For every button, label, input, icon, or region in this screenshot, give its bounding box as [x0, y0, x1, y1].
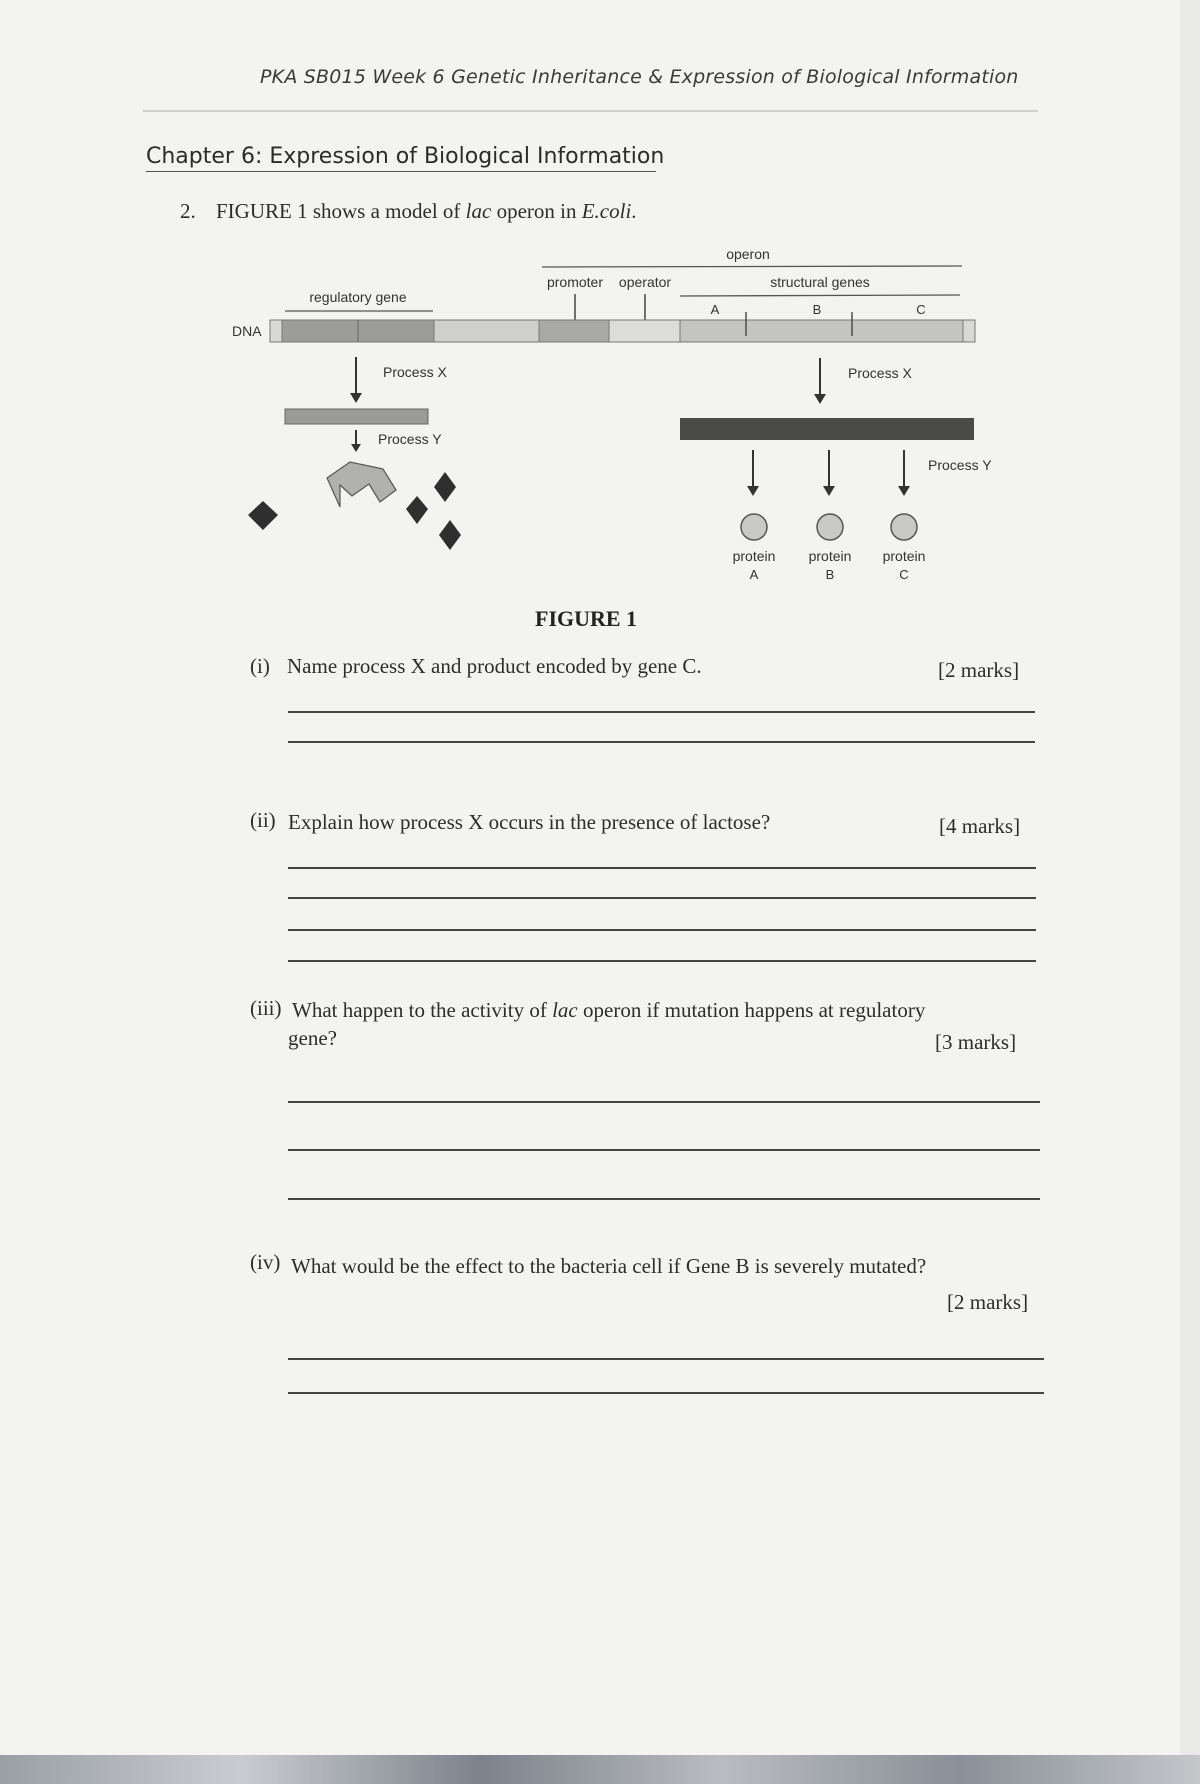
- label-gene-b: B: [812, 302, 822, 317]
- label-protein-b-letter: B: [825, 567, 835, 582]
- lactose-molecule-2: [406, 496, 428, 524]
- label-protein-c-word: protein: [882, 548, 926, 564]
- lactose-molecule-1: [248, 501, 278, 530]
- figure-caption: FIGURE 1: [535, 606, 638, 631]
- repressor-protein: [327, 462, 396, 507]
- question-iii-text-2: operon if mutation happens at regulatory: [577, 998, 926, 1022]
- intro-text-3: .: [631, 199, 637, 223]
- polycistronic-mrna: [680, 418, 974, 440]
- question-iv-text: What would be the effect to the bacteria cell if Gene B is severely mutated?: [291, 1254, 927, 1278]
- intro-text-2: operon in: [491, 199, 582, 223]
- question-iii-text-1: What happen to the activity of: [292, 998, 553, 1022]
- label-protein-b-word: protein: [808, 548, 852, 564]
- process-y-arrow-b-head: [823, 486, 835, 496]
- process-y-left-arrowhead: [351, 444, 361, 452]
- question-ii-label: (ii): [250, 808, 276, 832]
- regulatory-mrna: [285, 409, 428, 424]
- question-ii-marks: [4 marks]: [939, 814, 1021, 838]
- process-x-right-arrowhead: [814, 394, 826, 404]
- label-operon: operon: [726, 246, 770, 262]
- label-operator: operator: [618, 274, 672, 290]
- structural-genes-bracket: [680, 295, 960, 296]
- question-iii-marks: [3 marks]: [935, 1030, 1017, 1054]
- answer-line[interactable]: [288, 1101, 1040, 1103]
- process-y-arrow-c-head: [898, 486, 910, 496]
- label-structural-genes: structural genes: [770, 274, 870, 290]
- answer-line[interactable]: [288, 960, 1036, 962]
- question-i-marks: [2 marks]: [938, 658, 1020, 682]
- question-ii-text: Explain how process X occurs in the presence of lactose?: [288, 810, 771, 834]
- question-i-text: Name process X and product encoded by gene C.: [287, 654, 702, 678]
- answer-line[interactable]: [288, 929, 1036, 931]
- answer-line[interactable]: [288, 741, 1035, 743]
- dna-left-end: [270, 320, 282, 342]
- answer-line[interactable]: [288, 867, 1036, 869]
- label-protein-a-letter: A: [749, 567, 759, 582]
- answer-line[interactable]: [288, 711, 1035, 713]
- answer-line[interactable]: [288, 1358, 1044, 1360]
- lactose-molecule-3: [434, 472, 456, 502]
- structural-genes-segment: [680, 320, 963, 342]
- dna-right-end: [963, 320, 975, 342]
- question-iv-marks: [2 marks]: [947, 1290, 1029, 1314]
- chapter-title: Chapter 6: Expression of Biological Information: [146, 144, 665, 169]
- operon-bracket: [542, 266, 962, 267]
- intro-italic-lac: lac: [465, 199, 492, 223]
- label-protein-a-word: protein: [732, 548, 776, 564]
- answer-line[interactable]: [288, 897, 1036, 899]
- label-process-x-right: Process X: [848, 365, 912, 381]
- question-iii-text: [292, 998, 925, 1023]
- protein-b-shape: [817, 514, 843, 540]
- protein-a-shape: [741, 514, 767, 540]
- label-dna: DNA: [232, 323, 262, 339]
- process-y-arrow-a-head: [747, 486, 759, 496]
- intro-text-1: FIGURE 1 shows a model of: [216, 199, 466, 223]
- page-header: PKA SB015 Week 6 Genetic Inheritance & Expression of Biological Information: [260, 66, 1019, 88]
- intro-italic-ecoli: E.coli: [581, 199, 632, 223]
- desk-edge: [0, 1755, 1200, 1784]
- question-number: 2.: [180, 199, 196, 223]
- question-iii-text-line2: gene?: [288, 1026, 337, 1050]
- lactose-molecule-4: [439, 520, 461, 550]
- label-gene-a: A: [710, 302, 720, 317]
- label-process-y-right: Process Y: [928, 457, 992, 473]
- answer-line[interactable]: [288, 1198, 1040, 1200]
- label-protein-c-letter: C: [899, 567, 909, 582]
- label-process-x-left: Process X: [383, 364, 447, 380]
- question-i-label: (i): [250, 654, 270, 678]
- answer-line[interactable]: [288, 1149, 1040, 1151]
- lac-operon-diagram: [0, 0, 1200, 620]
- question-iii-label: (iii): [250, 996, 282, 1020]
- label-regulatory-gene: regulatory gene: [309, 289, 407, 305]
- label-promoter: promoter: [546, 274, 604, 290]
- protein-c-shape: [891, 514, 917, 540]
- operator-segment: [609, 320, 680, 342]
- question-iii-italic-lac: lac: [552, 998, 578, 1022]
- question-iv-label: (iv): [250, 1250, 281, 1274]
- promoter-segment: [539, 320, 609, 342]
- answer-line[interactable]: [288, 1392, 1044, 1394]
- label-process-y-left: Process Y: [378, 431, 442, 447]
- process-x-left-arrowhead: [350, 393, 362, 403]
- label-gene-c: C: [916, 302, 926, 317]
